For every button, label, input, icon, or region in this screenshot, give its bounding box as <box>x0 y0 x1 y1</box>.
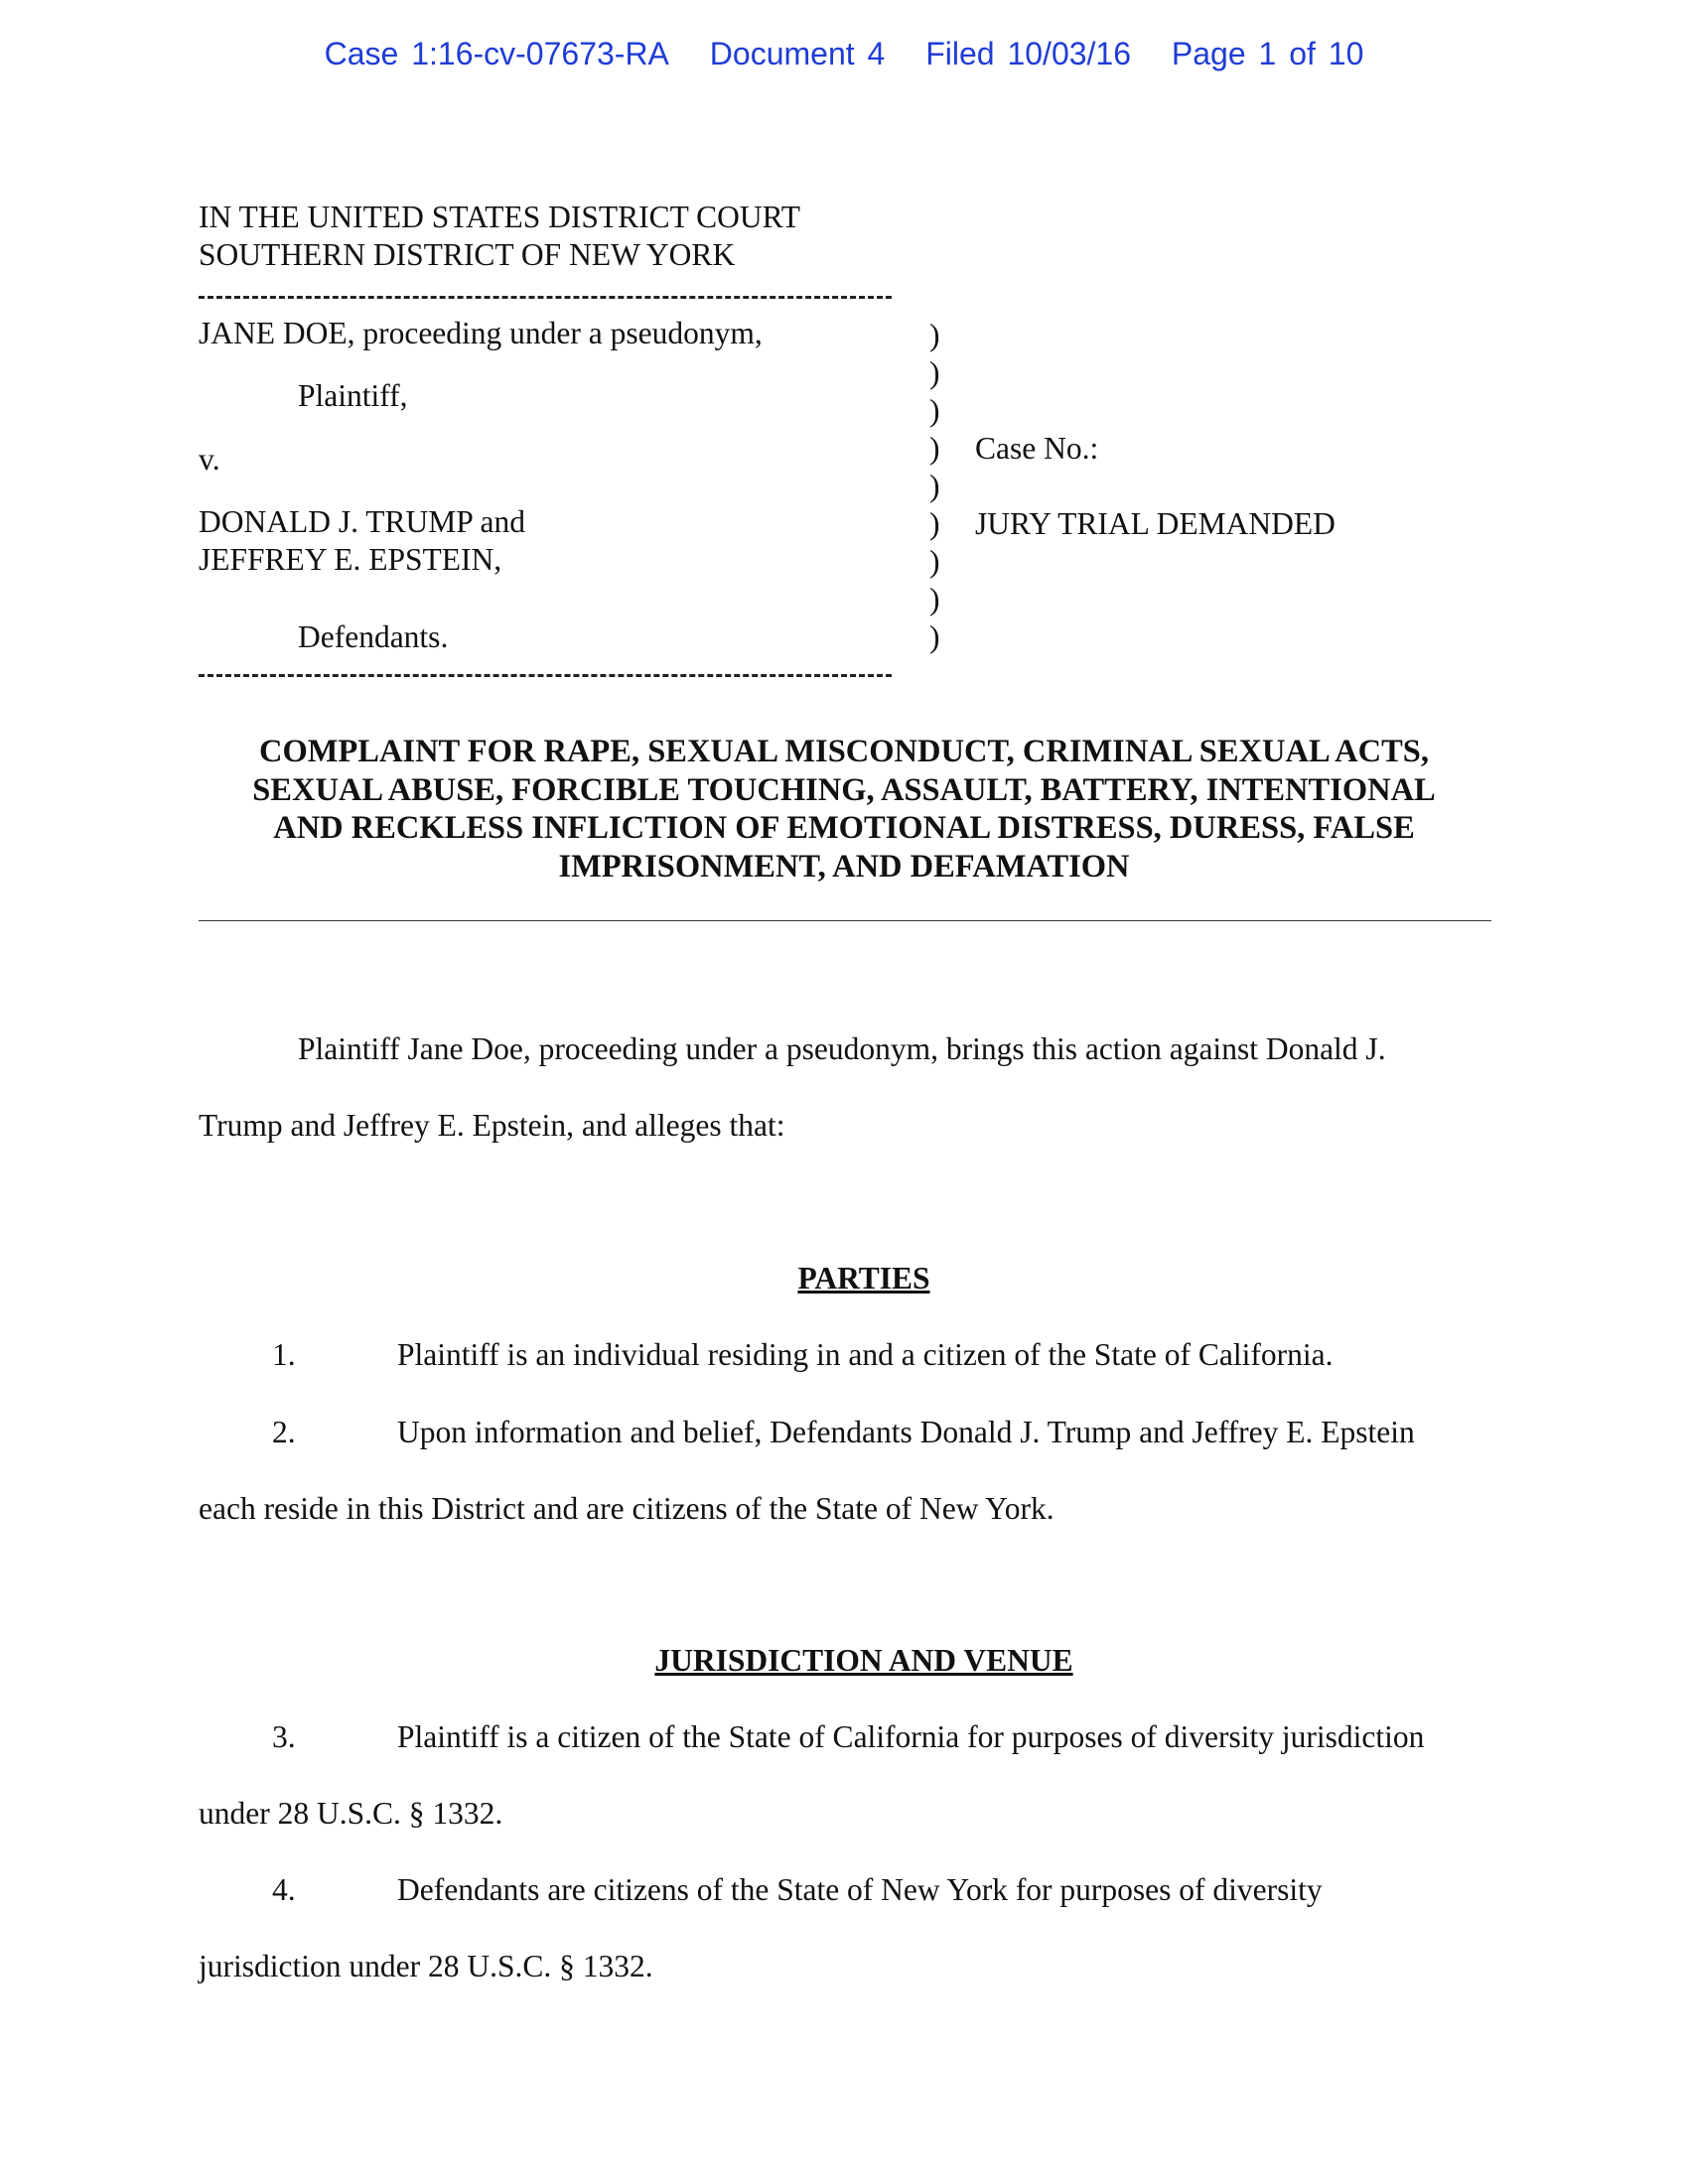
caption-top-divider <box>199 296 892 299</box>
caption-paren: ) <box>929 355 940 390</box>
caption-paren: ) <box>929 506 940 541</box>
stamp-case-number: Case 1:16-cv-07673-RA <box>324 36 669 71</box>
caption-defendant-line2: JEFFREY E. EPSTEIN, <box>199 542 502 577</box>
caption-paren: ) <box>929 544 940 579</box>
caption-paren: ) <box>929 619 940 654</box>
complaint-title-line2: SEXUAL ABUSE, FORCIBLE TOUCHING, ASSAULT, BATTERY, INTENTIONAL <box>252 771 1436 808</box>
complaint-title-line1: COMPLAINT FOR RAPE, SEXUAL MISCONDUCT, CRIMINAL SEXUAL ACTS, <box>259 734 1429 769</box>
section-heading-jurisdiction: JURISDICTION AND VENUE <box>654 1643 1073 1678</box>
caption-paren: ) <box>929 318 940 352</box>
stamp-filed-date: Filed 10/03/16 <box>925 36 1132 71</box>
caption-jury-demand: JURY TRIAL DEMANDED <box>975 506 1336 541</box>
intro-line1: Plaintiff Jane Doe, proceeding under a pseudonym, brings this action against Donald J. <box>298 1031 1386 1066</box>
paragraph-1-text: Plaintiff is an individual residing in and a citizen of the State of California. <box>397 1337 1334 1372</box>
stamp-page-number: Page 1 of 10 <box>1171 36 1364 71</box>
caption-plaintiff-role: Plaintiff, <box>298 378 408 413</box>
paragraph-2-text-line1: Upon information and belief, Defendants Donald J. Trump and Jeffrey E. Epstein <box>397 1415 1415 1449</box>
caption-plaintiff-name: JANE DOE, proceeding under a pseudonym, <box>199 316 763 350</box>
caption-versus: v. <box>199 442 220 477</box>
intro-line2: Trump and Jeffrey E. Epstein, and alleges that: <box>199 1108 785 1143</box>
caption-case-number: Case No.: <box>975 431 1099 466</box>
caption-bottom-divider <box>199 674 892 677</box>
paragraph-2-text-line2: each reside in this District and are citizens of the State of New York. <box>199 1491 1055 1526</box>
paragraph-4-text-line1: Defendants are citizens of the State of New York for purposes of diversity <box>397 1872 1323 1907</box>
paragraph-number: 3. <box>272 1719 296 1754</box>
stamp-document-number: Document 4 <box>709 36 886 71</box>
caption-paren: ) <box>929 431 940 466</box>
title-rule <box>199 920 1491 921</box>
section-heading-parties: PARTIES <box>797 1261 930 1296</box>
complaint-title-line4: IMPRISONMENT, AND DEFAMATION <box>558 848 1130 885</box>
court-name-line2: SOUTHERN DISTRICT OF NEW YORK <box>199 237 736 272</box>
paragraph-number: 1. <box>272 1337 296 1372</box>
paragraph-4-text-line2: jurisdiction under 28 U.S.C. § 1332. <box>199 1949 653 1983</box>
caption-paren: ) <box>929 393 940 428</box>
paragraph-number: 4. <box>272 1872 296 1907</box>
paragraph-3-text-line1: Plaintiff is a citizen of the State of California for purposes of diversity jurisdiction <box>397 1719 1425 1754</box>
ecf-header-stamp <box>0 36 1688 72</box>
caption-defendant-line1: DONALD J. TRUMP and <box>199 504 526 539</box>
caption-paren: ) <box>929 469 940 503</box>
court-name-line1: IN THE UNITED STATES DISTRICT COURT <box>199 200 801 234</box>
caption-paren: ) <box>929 582 940 616</box>
paragraph-3-text-line2: under 28 U.S.C. § 1332. <box>199 1796 503 1831</box>
caption-defendant-role: Defendants. <box>298 619 449 654</box>
paragraph-number: 2. <box>272 1415 296 1449</box>
complaint-title <box>199 733 1489 886</box>
complaint-title-line3: AND RECKLESS INFLICTION OF EMOTIONAL DISTRESS, DURESS, FALSE <box>273 810 1415 846</box>
